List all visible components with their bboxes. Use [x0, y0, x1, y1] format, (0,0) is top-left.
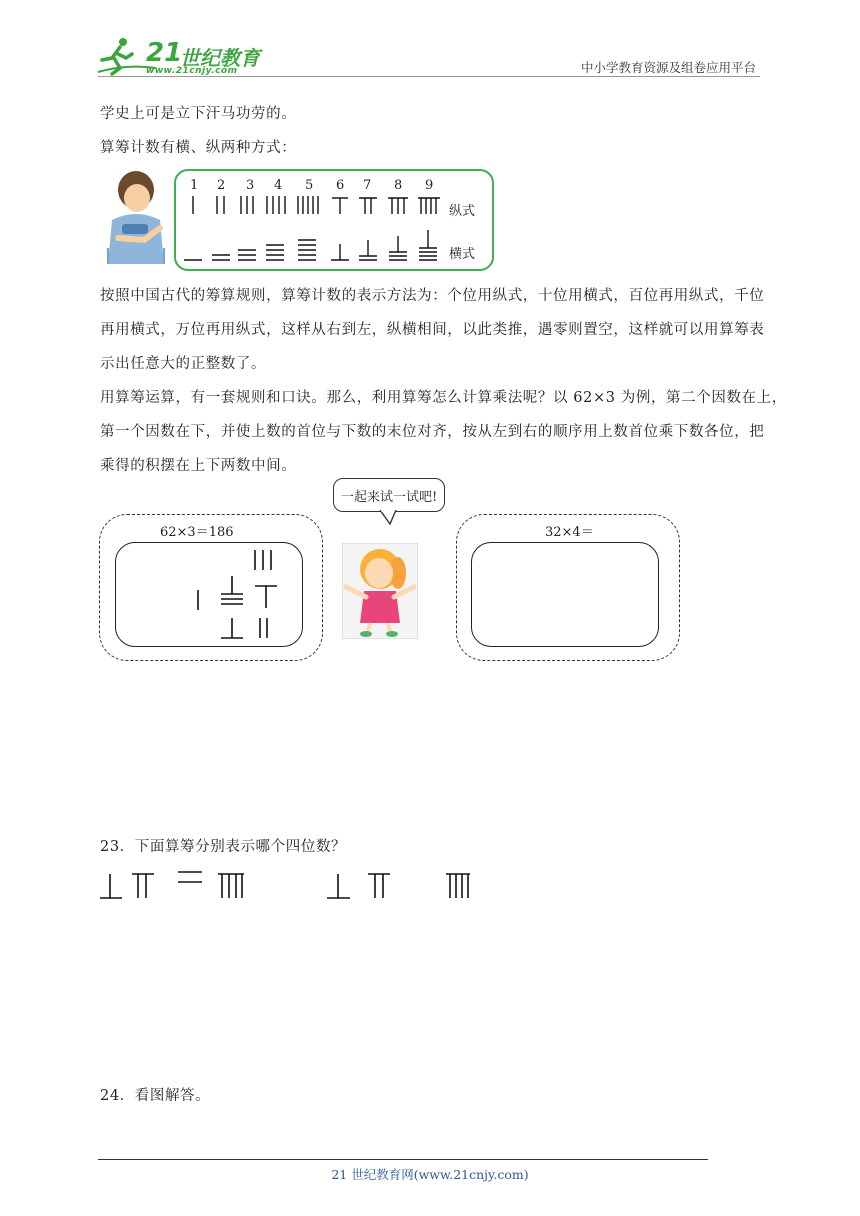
- horizontal-9: [419, 230, 437, 260]
- digit-2: 2: [217, 178, 226, 193]
- digit-6: 6: [336, 178, 345, 193]
- exercise-answer-board[interactable]: [471, 542, 659, 647]
- example-rods: [115, 542, 303, 647]
- method-line-1: 用算筹运算，有一套规则和口诀。那么，利用算筹怎么计算乘法呢？以 62×3 为例，第二个因数在上，: [100, 390, 787, 406]
- digit-7: 7: [363, 178, 372, 193]
- question-23-rods: [98, 868, 478, 904]
- exercise-title: 32×4＝: [545, 525, 594, 540]
- logo-url: www.21cnjy.com: [146, 66, 238, 76]
- digit-3: 3: [246, 178, 255, 193]
- question-23-text: 23．下面算筹分别表示哪个四位数？: [100, 839, 347, 855]
- vertical-9: [418, 198, 440, 214]
- horizontal-5: [298, 240, 316, 260]
- speech-bubble-text: 一起来试一试吧!: [341, 490, 438, 505]
- horizontal-7: [359, 240, 377, 260]
- digit-5: 5: [305, 178, 314, 193]
- header-right-text: 中小学教育资源及组卷应用平台: [580, 60, 756, 75]
- girl-illustration: [342, 543, 418, 639]
- horizontal-6: [331, 244, 349, 260]
- horizontal-4: [266, 245, 284, 260]
- vertical-6: [332, 198, 348, 214]
- speech-bubble-tail: [378, 510, 402, 526]
- text-line-1: 学史上可是立下汗马功劳的。: [100, 106, 297, 122]
- logo-number: 21: [146, 38, 183, 68]
- vertical-7: [359, 198, 377, 214]
- digit-8: 8: [394, 178, 403, 193]
- horizontal-form-label: 横式: [449, 247, 476, 262]
- vertical-8: [388, 198, 408, 214]
- logo-title: 世纪教育: [180, 46, 260, 70]
- digit-9: 9: [425, 178, 434, 193]
- digit-4: 4: [274, 178, 283, 193]
- horizontal-3: [238, 250, 256, 260]
- header-divider: [98, 76, 760, 77]
- method-line-2: 第一个因数在下，并使上数的首位与下数的末位对齐，按从左到右的顺序用上数首位乘下数各位，把: [100, 424, 765, 440]
- rules-line-2: 再用横式，万位再用纵式，这样从右到左，纵横相间，以此类推，遇零则置空，这样就可以用算筹表: [100, 322, 765, 338]
- rules-line-1: 按照中国古代的筹算规则，算筹计数的表示方法为：个位用纵式，十位用横式，百位再用纵式，千位: [100, 288, 765, 304]
- vertical-form-label: 纵式: [449, 204, 476, 219]
- vertical-3: [241, 196, 253, 214]
- horizontal-2: [212, 255, 230, 260]
- digit-1: 1: [190, 178, 199, 193]
- method-line-3: 乘得的积摆在上下两数中间。: [100, 458, 297, 474]
- vertical-2: [217, 196, 224, 214]
- vertical-5: [298, 196, 318, 214]
- footer-text: 21 世纪教育网(www.21cnjy.com): [331, 1167, 529, 1182]
- boy-illustration: [100, 168, 170, 270]
- vertical-4: [267, 196, 285, 214]
- text-line-2: 算筹计数有横、纵两种方式：: [100, 140, 297, 156]
- horizontal-8: [389, 236, 407, 260]
- question-24-text: 24．看图解答。: [100, 1088, 211, 1104]
- example-title: 62×3＝186: [160, 525, 234, 540]
- rules-line-3: 示出任意大的正整数了。: [100, 356, 267, 372]
- rod-numerals: [180, 190, 450, 268]
- footer-divider: [98, 1159, 708, 1160]
